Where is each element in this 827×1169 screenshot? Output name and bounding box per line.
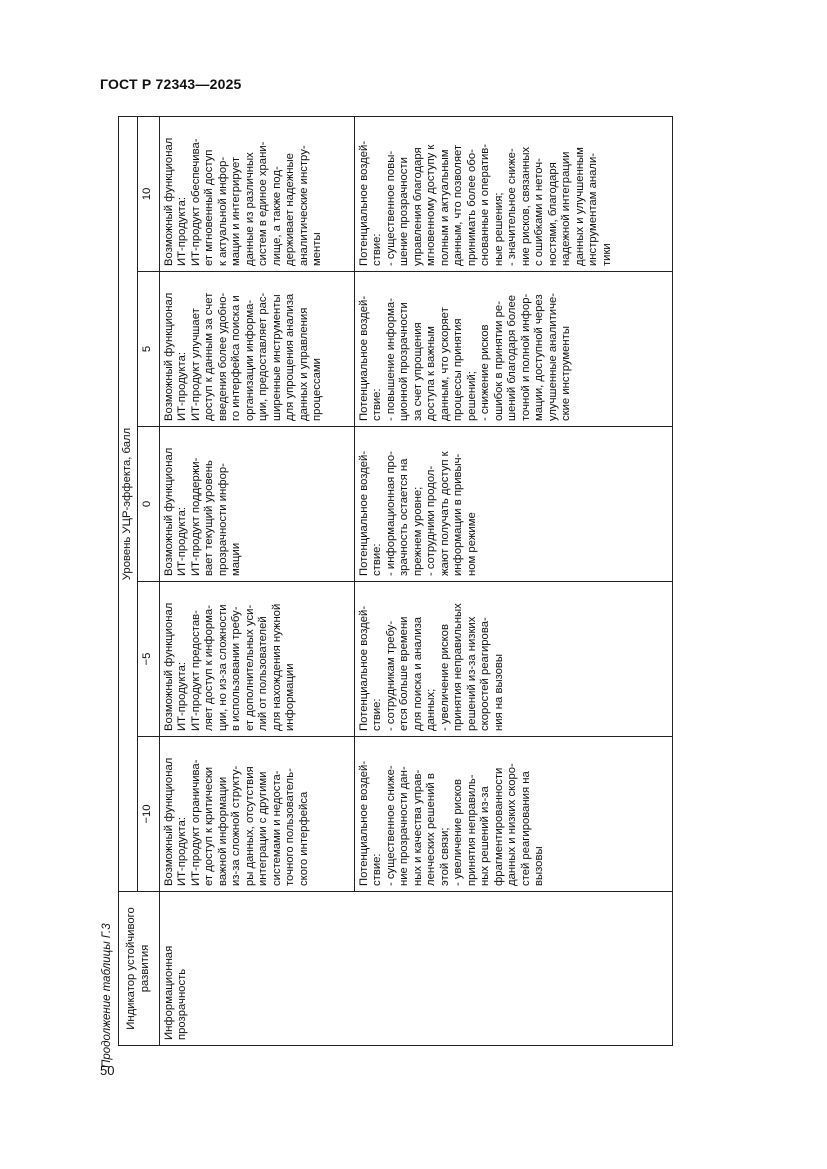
cell-text-line: - существенное сниже- (384, 765, 397, 886)
table-cell (354, 582, 673, 737)
indicator-column-header: Индикатор устойчивого развития (119, 892, 160, 1046)
cell-text-line: прозрачности инфор- (216, 463, 229, 576)
cell-text-line: систем в единое храни- (257, 141, 269, 266)
cell-text-line: Возможный функционал (162, 602, 175, 731)
cell-text-line: менты (311, 232, 323, 266)
cell-text-line: доступ к данным за счет (203, 292, 215, 421)
cell-text-line: - значительное сниже- (506, 148, 518, 266)
cell-text-line: ИТ-продукта: (176, 507, 188, 576)
table-cell (159, 427, 354, 582)
cell-text-line: ИТ-продукт улучшает (189, 308, 202, 421)
cell-text-line: ет мгновенный доступ (203, 149, 215, 266)
cell-text-line: ние прозрачности дан- (398, 766, 410, 886)
level-header-minus10: −10 (137, 737, 159, 892)
cell-text-line: ИТ-продукта: (176, 817, 188, 886)
cell-text-line: надежной интеграции (560, 151, 572, 266)
cell-text-line: мгновенному доступу к (425, 144, 437, 266)
cell-text-line: данные из различных (243, 152, 256, 266)
cell-text-line: ствие: (371, 388, 383, 421)
cell-text-line: - существенное повы- (384, 150, 397, 266)
cell-text-line: Потенциальное воздей- (357, 760, 370, 886)
cell-text-line: мации и интегрирует (230, 156, 242, 266)
cell-text-line: инструментам анали- (587, 152, 599, 266)
cell-text-line: ных и качества управ- (411, 769, 424, 886)
cell-text-line: прежнем уровне; (411, 486, 424, 576)
cell-text-line: решений из-за низких (465, 616, 478, 731)
cell-text-line: ИТ-продукта: (176, 662, 188, 731)
cell-text-line: с ошибками и неточ- (533, 158, 545, 266)
table-cell (354, 117, 673, 272)
cell-text-line: ствие: (371, 543, 383, 576)
cell-text-line: стей реагирования на (519, 771, 532, 886)
table-caption: Продолжение таблицы Г.3 (101, 923, 113, 1068)
cell-text-line: фрагментированности (492, 767, 505, 886)
cell-text-line: решений; (465, 371, 478, 421)
level-header-10: 10 (137, 117, 159, 272)
cell-text-line: ет дополнительных уси- (243, 604, 256, 731)
cell-text-line: ние рисков, связанных (519, 146, 532, 266)
cell-text-line: ном режиме (465, 512, 478, 576)
cell-text-line: данных; (425, 688, 437, 731)
cell-text-line: шений благодаря более (506, 294, 518, 421)
cell-text-line: улучшенные аналитиче- (546, 292, 559, 421)
cell-text-line: данным, что ускоряет (438, 307, 451, 421)
cell-text-line: ИТ-продукт предостав- (189, 610, 202, 731)
table-cell (159, 272, 354, 427)
cell-text-line: шение прозрачности (398, 157, 410, 266)
cell-text-line: Возможный функционал (162, 447, 175, 576)
cell-text-line: ИТ-продукта: (176, 197, 188, 266)
cell-text-line: ИТ-продукт ограничива- (189, 759, 202, 886)
cell-text-line: - увеличение рисков (452, 779, 464, 886)
cell-text-line: введения более удобно- (216, 292, 229, 421)
cell-text-line: аналитические инстру- (297, 145, 310, 266)
page-number: 50 (100, 1063, 115, 1078)
document-header: ГОСТ Р 72343—2025 (100, 76, 242, 92)
cell-text-line: к актуальной инфор- (216, 156, 229, 266)
cell-text-line: - сотрудникам требу- (384, 620, 397, 731)
cell-text-line: ИТ-продукта: (176, 352, 188, 421)
cell-text-line: за счет упрощения (411, 322, 424, 421)
cell-text-line: ИТ-продукт поддержи- (189, 457, 202, 576)
cell-text-line: управления благодаря (411, 147, 424, 266)
cell-text-line: информации (284, 663, 296, 731)
cell-text-line: ции, но из-за сложности (216, 604, 229, 731)
cell-text-line: тики (600, 243, 613, 266)
cell-text-line: в использовании требу- (230, 606, 242, 731)
cell-text-line: этой связи; (438, 827, 451, 886)
cell-text-line: го интерфейса поиска и (230, 295, 242, 421)
cell-text-line: вает текущий уровень (203, 460, 215, 576)
cell-text-line: ных решений из-за (479, 786, 491, 886)
cell-text-line: информации в привыч- (452, 453, 464, 576)
level-header-5: 5 (137, 272, 159, 427)
cell-text-line: ется больше времени (398, 616, 410, 731)
cell-text-line: ния на вызовы (492, 653, 505, 731)
cell-text-line: ширенные инструменты (270, 294, 283, 421)
cell-text-line: ского интерфейса (297, 791, 310, 886)
indicator-cell (159, 892, 673, 1046)
cell-text-line: ИТ-продукт обеспечива- (189, 138, 202, 266)
level-header-0: 0 (137, 427, 159, 582)
cell-text-line: полным и актуальным (438, 149, 451, 266)
cell-text-line: интеграции с другими (257, 771, 269, 886)
cell-text-line: процессами (311, 358, 323, 421)
cell-text-line: Потенциальное воздей- (357, 605, 370, 731)
cell-text-line: для упрощения анализа (284, 293, 296, 421)
cell-text-line: ные решения; (492, 192, 505, 266)
cell-text-line: принятия неправиль- (465, 774, 478, 886)
cell-text-line: зрачность остается на (398, 458, 410, 576)
cell-text-line: - снижение рисков (479, 324, 491, 421)
cell-text-line: - повышение информа- (384, 298, 397, 421)
table-cell (354, 427, 673, 582)
cell-text-line: мации (230, 542, 242, 576)
cell-text-line: ет доступ к критически (203, 766, 215, 886)
rotated-table-area (97, 116, 673, 1068)
cell-text-line: доступа к важным (425, 326, 437, 421)
cell-text-line: ционной прозрачности (398, 302, 410, 421)
cell-text-line: ские инструменты (560, 326, 572, 421)
cell-text-line: данных и улучшенным (573, 147, 586, 266)
cell-text-line: - увеличение рисков (438, 624, 451, 731)
cell-text-line: ленческих решений в (425, 773, 437, 886)
cell-text-line: Возможный функционал (162, 757, 175, 886)
effect-level-group-header: Уровень УЦР-эффекта, балл (119, 117, 138, 892)
cell-text-line: для поиска и анализа (411, 616, 424, 731)
cell-text-line: Потенциальное воздей- (357, 295, 370, 421)
cell-text-line: для нахождения нужной (270, 603, 283, 731)
cell-text-line: организации информа- (243, 299, 256, 421)
cell-text-line: Возможный функционал (162, 137, 175, 266)
cell-text-line: процессы принятия (452, 318, 464, 421)
indicator-line: Информационная (162, 945, 175, 1040)
cell-text-line: важной информации (216, 776, 229, 886)
cell-text-line: принимать более обо- (465, 149, 478, 266)
cell-text-line: точного пользователь- (284, 768, 296, 886)
cell-text-line: данным, что позволяет (452, 144, 464, 266)
table-cell (159, 582, 354, 737)
cell-text-line: ляет доступ к информа- (203, 605, 215, 731)
cell-text-line: ры данных, отсутствия (243, 766, 256, 886)
cell-text-line: ствие: (371, 233, 383, 266)
cell-text-line: из-за сложной структу- (230, 765, 242, 886)
cell-text-line: данных и управления (297, 307, 310, 421)
cell-text-line: - сотрудники продол- (425, 465, 437, 576)
cell-text-line: лище, а также под- (270, 166, 283, 266)
cell-text-line: системами и недоста- (270, 770, 283, 886)
cell-text-line: ции, предоставляет рас- (257, 292, 269, 421)
cell-text-line: Потенциальное воздей- (357, 450, 370, 576)
cell-text-line: принятия неправильных (452, 603, 464, 731)
table-cell (159, 117, 354, 272)
cell-text-line: жают получать доступ к (438, 451, 451, 576)
cell-text-line: Потенциальное воздей- (357, 140, 370, 266)
sdg-effect-table (118, 116, 673, 1046)
cell-text-line: данных и низких скоро- (506, 763, 518, 886)
cell-text-line: ностями, благодаря (546, 162, 559, 266)
cell-text-line: ошибок в принятии ре- (492, 301, 505, 421)
cell-text-line: ствие: (371, 853, 383, 886)
cell-text-line: - информационная про- (384, 451, 397, 576)
cell-text-line: снованные и оператив- (479, 143, 491, 266)
table-cell (354, 737, 673, 892)
cell-text-line: ствие: (371, 698, 383, 731)
level-header-minus5: −5 (137, 582, 159, 737)
indicator-line: прозрачность (176, 968, 188, 1040)
table-cell (354, 272, 673, 427)
table-cell (159, 737, 354, 892)
cell-text-line: лий от пользователей (257, 616, 269, 731)
cell-text-line: Возможный функционал (162, 292, 175, 421)
cell-text-line: точной и полной инфор- (519, 293, 532, 421)
cell-text-line: скоростей реагирова- (479, 617, 491, 731)
cell-text-line: держивает надежные (284, 153, 296, 266)
cell-text-line: вызовы (533, 846, 545, 886)
cell-text-line: мации, доступной через (533, 294, 545, 421)
